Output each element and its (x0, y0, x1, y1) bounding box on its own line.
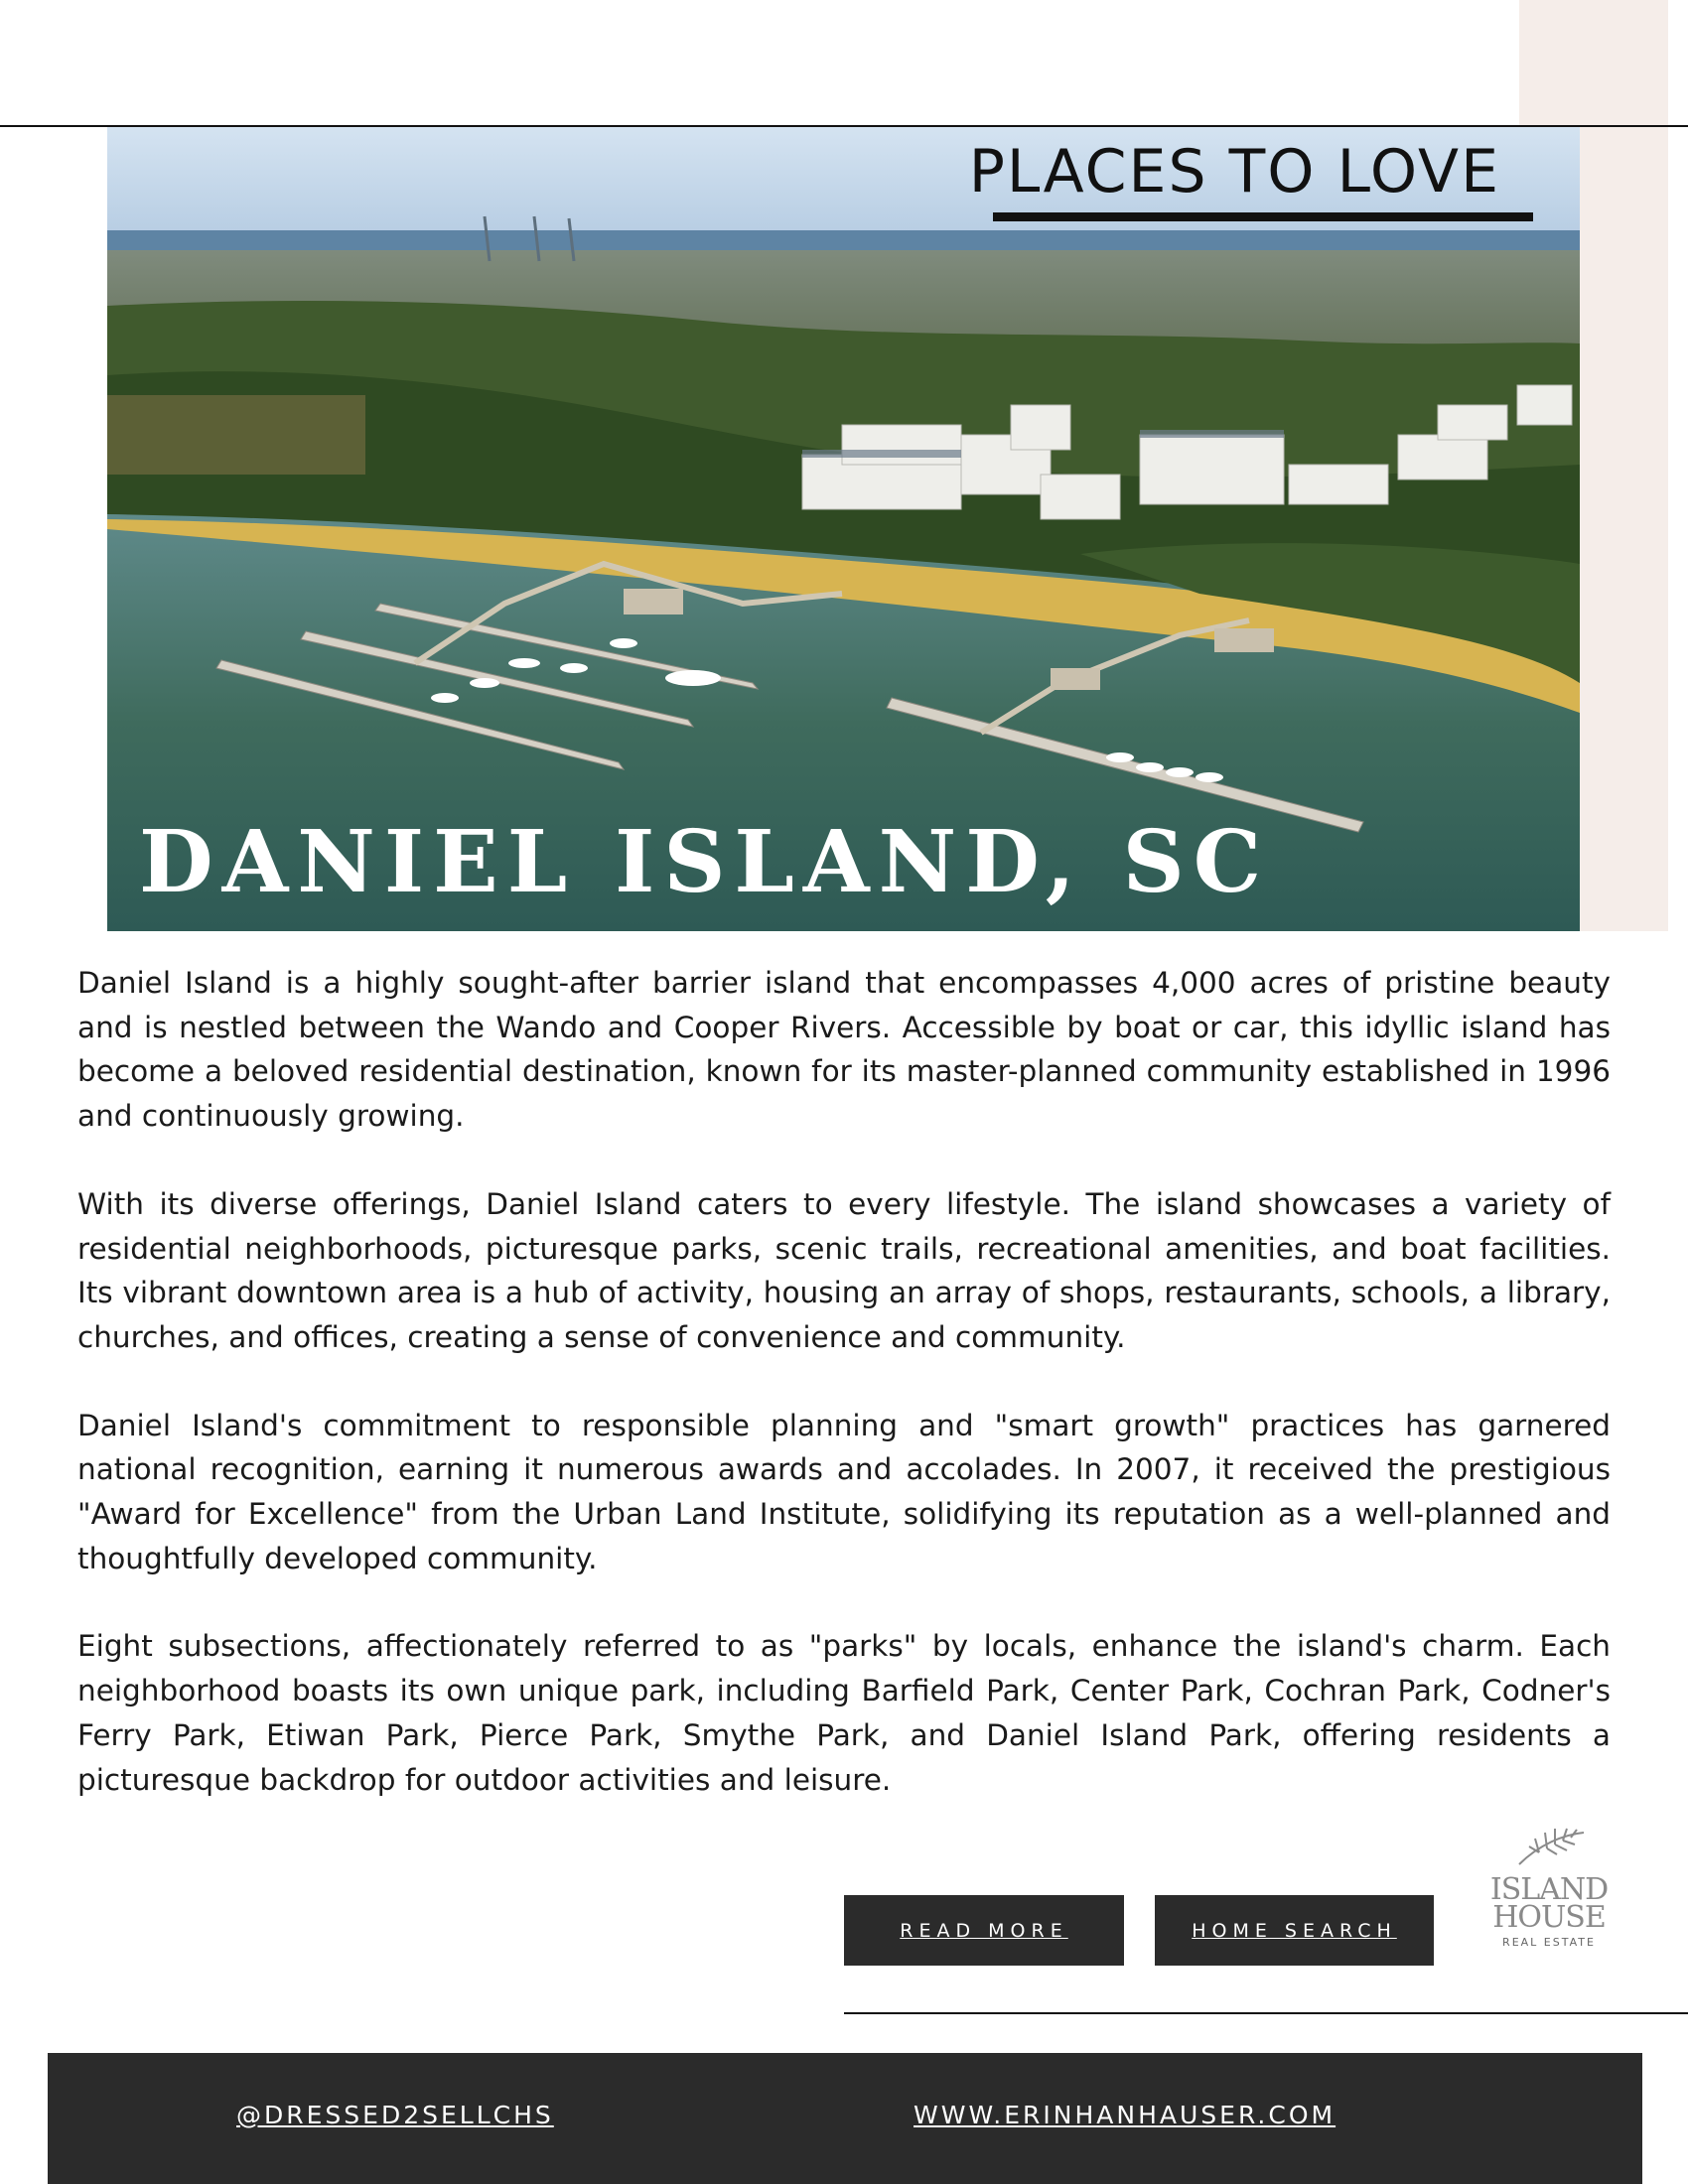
logo-line-house: HOUSE (1492, 1900, 1606, 1935)
paragraph-4: Eight subsections, affectionately referred to as "parks" by locals, enhance the island's charm. Each neighborhood boasts its own unique park, including Barfield Park, Center Park, Cochran Park, Codner's Ferry Park, Etiwan Park, Pierce Park, Smythe Park, and Daniel Island Park, offering residents a picturesque backdrop for outdoor activities and leisure. (77, 1629, 1611, 1797)
paragraph-1: Daniel Island is a highly sought-after barrier island that encompasses 4,000 acres of pristine beauty and is nestled between the Wando and Cooper Rivers. Accessible by boat or car, this idyllic island has become a beloved residential destination, known for its master-planned community established in 1996 and continuously growing. (77, 966, 1611, 1134)
paragraph-3: Daniel Island's commitment to responsible planning and "smart growth" practices has garnered national recognition, earning it numerous awards and accolades. In 2007, it received the prestigious "Award for Excellence" from the Urban Land Institute, solidifying its reputation as a well-planned and thoughtfully developed community. (77, 1408, 1611, 1575)
paragraph-2: With its diverse offerings, Daniel Island caters to every lifestyle. The island showcases a variety of residential neighborhoods, picturesque parks, scenic trails, recreational amenities, and boat facilities. Its vibrant downtown area is a hub of activity, housing an array of shops, restaurants, schools, a library, churches, and offices, creating a sense of convenience and community. (77, 1186, 1611, 1354)
website-link[interactable]: WWW.ERINHANHAUSER.COM (914, 2101, 1336, 2129)
read-more-button[interactable]: READ MORE (844, 1895, 1124, 1966)
footer-bar (48, 2053, 1642, 2184)
footer-divider (844, 2012, 1688, 2014)
section-label-underline (993, 212, 1533, 221)
aerial-marina-photo (107, 127, 1580, 931)
hero-banner (107, 127, 1580, 931)
logo-line-island: ISLAND (1489, 1872, 1609, 1907)
hero-title: DANIEL ISLAND, SC (139, 812, 1271, 912)
island-house-logo (1479, 1825, 1618, 1954)
home-search-button[interactable]: HOME SEARCH (1155, 1895, 1434, 1966)
social-handle-link[interactable]: @DRESSED2SELLCHS (236, 2101, 554, 2129)
logo-line-real-estate: REAL ESTATE (1502, 1936, 1596, 1949)
palm-frond-icon (1509, 1825, 1589, 1872)
section-label: PLACES TO LOVE (968, 137, 1500, 206)
article-body (77, 961, 1611, 1845)
